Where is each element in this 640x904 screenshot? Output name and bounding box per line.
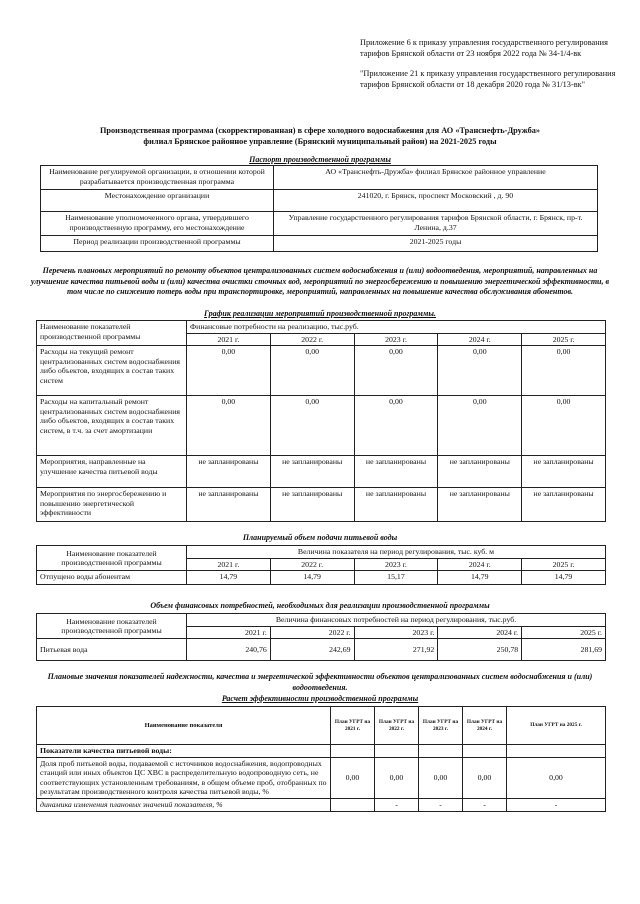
row-label: Расходы на капитальный ремонт централизованных систем водоснабжения либо объектов, входящих в состав таких систем, в т.ч. за счет амортизации bbox=[37, 396, 187, 456]
title-line-2: филиал Брянское районное управление (Брянский муниципальный район) на 2021-2025 годы bbox=[143, 137, 497, 146]
document-header bbox=[360, 37, 618, 99]
efficiency-heading: Расчет эффективности производственной программы bbox=[221, 694, 419, 703]
col-header-year: 2025 г. bbox=[522, 333, 606, 346]
col-header-year: 2022 г. bbox=[270, 558, 354, 571]
cell-value: 271,92 bbox=[354, 639, 438, 661]
cell-value: 14,79 bbox=[270, 571, 354, 585]
table-header-row bbox=[37, 707, 606, 745]
cell-value: 242,69 bbox=[270, 639, 354, 661]
cell-value: 0,00 bbox=[270, 346, 354, 396]
cell-value: 0,00 bbox=[438, 396, 522, 456]
table-row bbox=[37, 571, 606, 585]
cell-value: не запланированы bbox=[438, 488, 522, 522]
section-label: Показатели качества питьевой воды: bbox=[37, 745, 331, 758]
row-label: Доля проб питьевой воды, подаваемой с источников водоснабжения, водопроводных станций или иных объектов ЦС ХВС в распределительную водопроводную сеть, не соответствующих установленным требованиям, в общем объеме проб, отобранных по результатам производственного контроля качества питьевой воды, % bbox=[37, 757, 331, 798]
cell-value: не запланированы bbox=[438, 456, 522, 488]
cell-value: 0,00 bbox=[522, 346, 606, 396]
cell-value: не запланированы bbox=[270, 456, 354, 488]
finance-heading: Объем финансовых потребностей, необходимых для реализации производственной программы bbox=[150, 601, 490, 610]
table-row bbox=[41, 166, 598, 190]
cell-value: - bbox=[375, 798, 419, 811]
passport-label: Период реализации производственной программы bbox=[41, 236, 274, 252]
passport-label: Местонахождение организации bbox=[41, 190, 274, 212]
passport-table bbox=[40, 165, 598, 252]
measures-heading: График реализации мероприятий производственной программы. bbox=[204, 309, 436, 318]
col-header-plan: План УГРТ на 2022 г. bbox=[375, 707, 419, 745]
passport-value: АО «Транснефть-Дружба» филиал Брянское районное управление bbox=[274, 166, 598, 190]
col-header-group: Величина финансовых потребностей на период регулирования, тыс.руб. bbox=[187, 614, 606, 627]
row-label: динамика изменения плановых значений показателя, % bbox=[37, 798, 331, 811]
col-header-year: 2023 г. bbox=[354, 333, 438, 346]
cell-value: 0,00 bbox=[331, 757, 375, 798]
cell-value: 0,00 bbox=[354, 396, 438, 456]
cell-value: 0,00 bbox=[187, 346, 271, 396]
cell-value: - bbox=[419, 798, 463, 811]
col-header-plan: План УГРТ на 2025 г. bbox=[507, 707, 606, 745]
cell-value: не запланированы bbox=[187, 488, 271, 522]
table-row bbox=[37, 346, 606, 396]
cell-value bbox=[331, 798, 375, 811]
table-row bbox=[41, 190, 598, 212]
col-header-year: 2023 г. bbox=[354, 626, 438, 639]
cell-value: не запланированы bbox=[270, 488, 354, 522]
reliability-heading: Плановые значения показателей надежности, качества и энергетической эффективности объектов централизованных систем водоснабжения и (или) водоотведения. bbox=[47, 672, 593, 692]
passport-value: 241020, г. Брянск, проспект Московский , д. 90 bbox=[274, 190, 598, 212]
col-header-year: 2021 г. bbox=[187, 626, 271, 639]
table-header-row bbox=[37, 614, 606, 627]
col-header-plan: План УГРТ на 2023 г. bbox=[419, 707, 463, 745]
table-row bbox=[37, 488, 606, 522]
passport-value: Управление государственного регулирования тарифов Брянской области, г. Брянск, пр-т. Ленина, д.37 bbox=[274, 212, 598, 236]
cell-value: 0,00 bbox=[375, 757, 419, 798]
row-label: Расходы на текущий ремонт централизованных систем водоснабжения либо объектов, входящих в состав таких систем bbox=[37, 346, 187, 396]
col-header-group: Финансовые потребности на реализацию, тыс.руб. bbox=[187, 321, 606, 334]
col-header-indicator: Наименование показателей производственной программы bbox=[37, 546, 187, 571]
finance-table bbox=[36, 613, 606, 661]
col-header-year: 2024 г. bbox=[438, 558, 522, 571]
cell-value: - bbox=[507, 798, 606, 811]
table-row bbox=[37, 639, 606, 661]
col-header-year: 2022 г. bbox=[270, 626, 354, 639]
col-header-plan: План УГРТ на 2021 г. bbox=[331, 707, 375, 745]
appendix-line-2: "Приложение 21 к приказу управления государственного регулирования тарифов Брянской области от 18 декабря 2020 года № 31/13-вк" bbox=[360, 69, 616, 89]
cell-value: 0,00 bbox=[419, 757, 463, 798]
col-header-year: 2021 г. bbox=[187, 333, 271, 346]
cell-value: не запланированы bbox=[354, 488, 438, 522]
row-label: Отпущено воды абонентам bbox=[37, 571, 187, 585]
table-row bbox=[37, 798, 606, 811]
cell-value: 0,00 bbox=[522, 396, 606, 456]
table-header-row bbox=[37, 321, 606, 334]
passport-label: Наименование регулируемой организации, в отношении которой разрабатывается производственная программа bbox=[41, 166, 274, 190]
cell-value: 281,69 bbox=[522, 639, 606, 661]
col-header-plan: План УГРТ на 2024 г. bbox=[463, 707, 507, 745]
appendix-line-1: Приложение 6 к приказу управления государственного регулирования тарифов Брянской области от 23 ноября 2022 года № 34-1/4-вк bbox=[360, 38, 608, 58]
cell-value: не запланированы bbox=[354, 456, 438, 488]
title-line-1: Производственная программа (скорректированная) в сфере холодного водоснабжения для АО «Транснефть-Дружба» bbox=[99, 126, 541, 135]
col-header-year: 2021 г. bbox=[187, 558, 271, 571]
measures-table bbox=[36, 320, 606, 522]
passport-value: 2021-2025 годы bbox=[274, 236, 598, 252]
table-header-row bbox=[37, 546, 606, 559]
cell-value: не запланированы bbox=[522, 456, 606, 488]
row-label: Мероприятия, направленные на улучшение качества питьевой воды bbox=[37, 456, 187, 488]
col-header-year: 2024 г. bbox=[438, 626, 522, 639]
passport-label: Наименование уполномоченного органа, утвердившего производственную программу, его местонахождение bbox=[41, 212, 274, 236]
supply-heading: Планируемый объем подачи питьевой воды bbox=[242, 533, 398, 542]
cell-value: 0,00 bbox=[354, 346, 438, 396]
table-section-row bbox=[37, 745, 606, 758]
col-header-year: 2022 г. bbox=[270, 333, 354, 346]
table-row bbox=[37, 396, 606, 456]
document-title bbox=[40, 125, 600, 147]
measures-intro: Перечень плановых мероприятий по ремонту объектов централизованных систем водоснабжения и (или) водоотведения, мероприятий, направленных на улучшение качества питьевой воды и (или) качества очистки сточных вод, мероприятий по энергосбережению и повышению энергетической эффективности, в том числе по снижению потерь воды при транспортировке, мероприятий, направленных на повышение качества обслуживания абонентов. bbox=[30, 266, 610, 296]
table-row bbox=[41, 212, 598, 236]
supply-table bbox=[36, 545, 606, 585]
cell-value: 0,00 bbox=[507, 757, 606, 798]
cell-value: 15,17 bbox=[354, 571, 438, 585]
cell-value: не запланированы bbox=[187, 456, 271, 488]
col-header-group: Величина показателя на период регулирования, тыс. куб. м bbox=[187, 546, 606, 559]
col-header-indicator: Наименование показателя bbox=[37, 707, 331, 745]
table-row bbox=[37, 456, 606, 488]
cell-value: - bbox=[463, 798, 507, 811]
row-label: Мероприятия по энергосбережению и повышению энергетической эффективности bbox=[37, 488, 187, 522]
row-label: Питьевая вода bbox=[37, 639, 187, 661]
col-header-year: 2025 г. bbox=[522, 626, 606, 639]
cell-value: 0,00 bbox=[438, 346, 522, 396]
cell-value: 0,00 bbox=[187, 396, 271, 456]
cell-value: 14,79 bbox=[187, 571, 271, 585]
passport-heading: Паспорт производственной программы bbox=[249, 155, 391, 164]
table-row bbox=[37, 757, 606, 798]
cell-value: 0,00 bbox=[463, 757, 507, 798]
cell-value: 0,00 bbox=[270, 396, 354, 456]
table-row bbox=[41, 236, 598, 252]
cell-value: 14,79 bbox=[522, 571, 606, 585]
cell-value: 250,78 bbox=[438, 639, 522, 661]
reliability-table bbox=[36, 706, 606, 812]
col-header-indicator: Наименование показателей производственной программы bbox=[37, 614, 187, 639]
cell-value: 240,76 bbox=[187, 639, 271, 661]
col-header-indicator: Наименование показателей производственной программы bbox=[37, 321, 187, 346]
cell-value: 14,79 bbox=[438, 571, 522, 585]
col-header-year: 2024 г. bbox=[438, 333, 522, 346]
col-header-year: 2025 г. bbox=[522, 558, 606, 571]
col-header-year: 2023 г. bbox=[354, 558, 438, 571]
cell-value: не запланированы bbox=[522, 488, 606, 522]
